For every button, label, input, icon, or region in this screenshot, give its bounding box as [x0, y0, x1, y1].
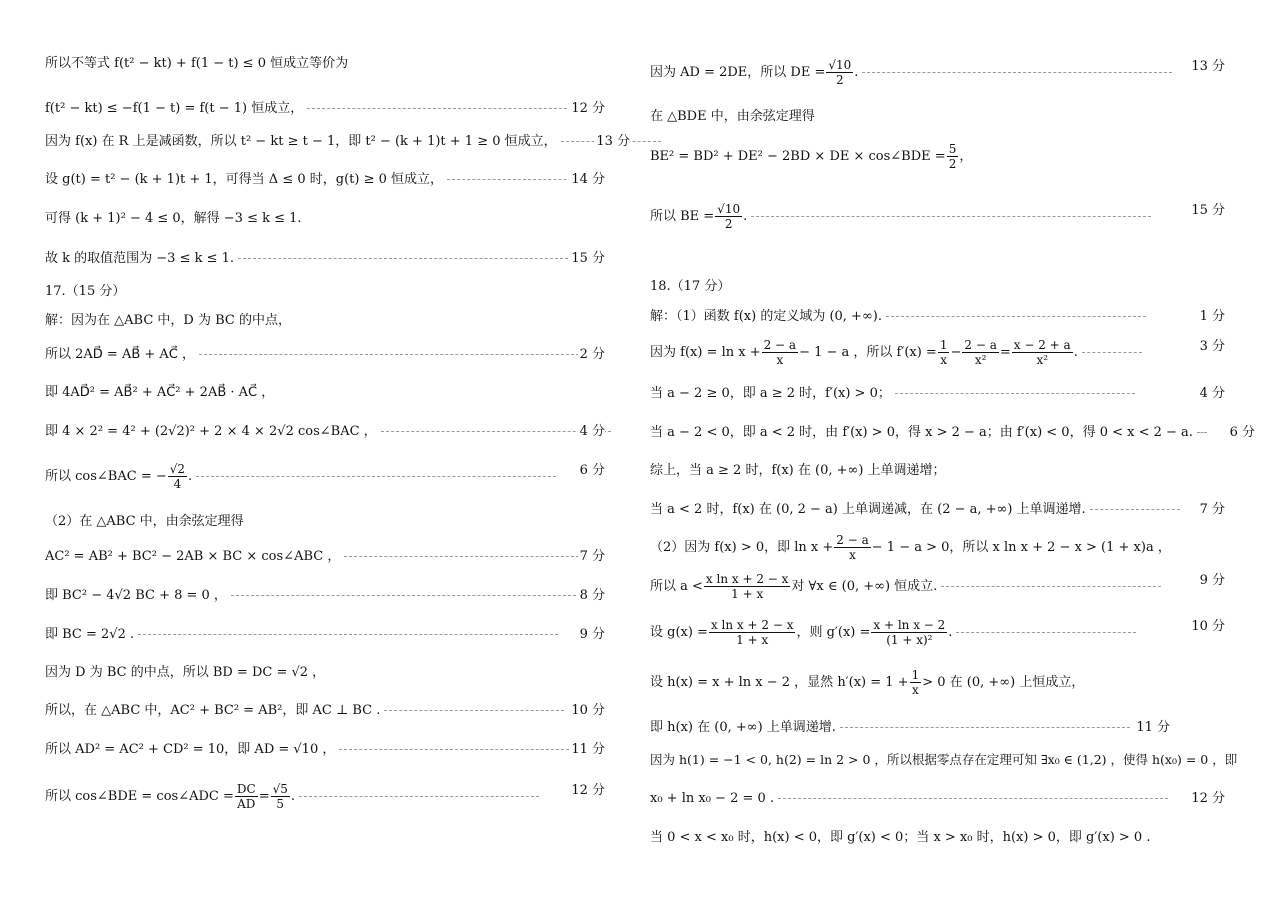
- scored-line: 当 a − 2 ≥ 0，即 a ≥ 2 时，f′(x) > 0； 4 分: [650, 386, 1225, 401]
- scored-line: 当 a − 2 < 0，即 a < 2 时，由 f′(x) > 0，得 x > 2 − a；由 f′(x) < 0，得 0 < x < 2 − a. 6 分: [650, 425, 1255, 440]
- text-line: （2）因为 f(x) > 0，即 ln x + $\frac{2 - a}{x}$ − 1 − a > 0，所以 x ln x + 2 − x > (1 + x)a ，: [650, 533, 1171, 562]
- fraction: $\frac{\text{x ln x + 2 − x}}{1 + x}$: [710, 618, 794, 647]
- text-line: 在 △BDE 中，由余弦定理得: [650, 109, 815, 124]
- question-heading: 17.（15 分）: [45, 284, 126, 299]
- scored-line: 即 BC = 2√2 . 9 分: [45, 627, 605, 642]
- fraction: $\frac{\text{x ln x + 2 − x}}{1 + x}$: [705, 572, 789, 601]
- score-mark: 3 分: [1199, 339, 1225, 354]
- score-mark: 15 分: [1191, 203, 1225, 218]
- score-mark: 1 分: [1199, 309, 1225, 324]
- score-mark: 4 分: [579, 424, 605, 439]
- scored-line: 即 4 × 2² = 4² + (2√2)² + 2 × 4 × 2√2 cos∠BAC ， 4 分: [45, 423, 605, 441]
- scored-line: 所以，在 △ABC 中，AC² + BC² = AB²，即 AC ⊥ BC . 10 分: [45, 703, 605, 718]
- score-mark: 9 分: [1199, 573, 1225, 588]
- fraction: $\frac{√2}{4}$: [169, 462, 186, 491]
- text-line: 设 h(x) = x + ln x − 2 ，显然 h′(x) = 1 + $\frac{1}{x}$ > 0 在 (0, +∞) 上恒成立，: [650, 668, 1085, 697]
- score-mark: 7 分: [1199, 502, 1225, 517]
- text-line: 可得 (k + 1)² − 4 ≤ 0，解得 −3 ≤ k ≤ 1.: [45, 211, 302, 226]
- scored-line: 设 g(x) = $\frac{\text{x ln x + 2 − x}}{1 + x}$ ，则 g′(x) = $\frac{\text{x + ln x − 2}}{\text{(1 + x)²}}$ . 10 分: [650, 618, 1225, 647]
- text-line: 解：因为在 △ABC 中，D 为 BC 的中点，: [45, 313, 291, 328]
- scored-line: 因为 f(x) 在 R 上是减函数，所以 t² − kt ≥ t − 1，即 t² − (k + 1)t + 1 ≥ 0 恒成立， 13 分: [45, 133, 605, 151]
- scored-line: 即 h(x) 在 (0, +∞) 上单调递增. 11 分: [650, 720, 1170, 735]
- fraction: $\frac{2 - a}{x}$: [836, 533, 869, 562]
- score-mark: 6 分: [579, 463, 605, 478]
- scored-line: 即 BC² − 4√2 BC + 8 = 0 ， 8 分: [45, 588, 605, 603]
- fraction: $\frac{x - 2 + a}{\text{x²}}$: [1013, 338, 1071, 367]
- text-line: 所以不等式 f(t² − kt) + f(1 − t) ≤ 0 恒成立等价为: [45, 56, 349, 71]
- fraction: $\frac{1}{x}$: [911, 668, 920, 697]
- score-mark: 10 分: [1191, 619, 1225, 634]
- score-mark: 7 分: [579, 549, 605, 564]
- scored-line: 解：（1）函数 f(x) 的定义域为 (0, +∞). 1 分: [650, 309, 1225, 324]
- score-mark: 4 分: [1199, 386, 1225, 401]
- score-mark: 9 分: [579, 627, 605, 642]
- scored-line: AC² = AB² + BC² − 2AB × BC × cos∠ABC ， 7 分: [45, 549, 605, 564]
- scored-line: x₀ + ln x₀ − 2 = 0 . 12 分: [650, 791, 1225, 806]
- text-line: 当 0 < x < x₀ 时，h(x) < 0，即 g′(x) < 0；当 x > x₀ 时，h(x) > 0，即 g′(x) > 0 .: [650, 830, 1151, 845]
- score-mark: 11 分: [571, 742, 605, 757]
- scored-line: f(t² − kt) ≤ −f(1 − t) = f(t − 1) 恒成立， 12 分: [45, 101, 605, 116]
- score-mark: 2 分: [579, 347, 605, 362]
- scored-line: 所以 cos∠BDE = cos∠ADC = $\frac{DC}{AD}$ = $\frac{√5}{5}$ . 12 分: [45, 782, 605, 811]
- text-line: 综上，当 a ≥ 2 时，f(x) 在 (0, +∞) 上单调递增；: [650, 463, 946, 478]
- text-line: 因为 D 为 BC 的中点，所以 BD = DC = √2 ，: [45, 665, 326, 680]
- fraction: $\frac{1}{x}$: [939, 338, 948, 367]
- score-mark: 8 分: [579, 588, 605, 603]
- scored-line: 当 a < 2 时，f(x) 在 (0, 2 − a) 上单调递减，在 (2 − a, +∞) 上单调递增. 7 分: [650, 502, 1225, 517]
- fraction: $\frac{√10}{2}$: [717, 202, 741, 231]
- score-mark: 13 分: [596, 134, 630, 149]
- score-mark: 6 分: [1229, 425, 1255, 440]
- text-line: （2）在 △ABC 中，由余弦定理得: [45, 514, 244, 529]
- fraction: $\frac{DC}{AD}$: [236, 782, 256, 811]
- text-line: 因为 h(1) = −1 < 0, h(2) = ln 2 > 0 ，所以根据零点存在定理可知 ∃x₀ ∈ (1,2) ，使得 h(x₀) = 0 ，即: [650, 752, 1238, 767]
- fraction: $\frac{2 - a}{\text{x²}}$: [964, 338, 997, 367]
- score-mark: 12 分: [571, 101, 605, 116]
- fraction: $\frac{5}{2}$: [948, 142, 957, 171]
- scored-line: 所以 cos∠BAC = − $\frac{√2}{4}$ . 6 分: [45, 462, 605, 491]
- scored-line: 因为 f(x) = ln x + $\frac{2 - a}{x}$ − 1 − a ，所以 f′(x) = $\frac{1}{x}$ − $\frac{2 - a}{\text{x²}}$ = $\frac{x - 2 + a}{\text{x²}}$ . 3 分: [650, 338, 1225, 367]
- scored-line: 所以 a < $\frac{\text{x ln x + 2 − x}}{1 + x}$ 对 ∀x ∈ (0, +∞) 恒成立. 9 分: [650, 572, 1225, 601]
- score-mark: 12 分: [571, 783, 605, 798]
- scored-line: 故 k 的取值范围为 −3 ≤ k ≤ 1. 15 分: [45, 251, 605, 266]
- score-mark: 12 分: [1191, 791, 1225, 806]
- fraction: $\frac{√10}{2}$: [828, 58, 852, 87]
- score-mark: 15 分: [571, 251, 605, 266]
- fraction: $\frac{\text{x + ln x − 2}}{\text{(1 + x)²}}$: [873, 618, 946, 647]
- question-heading: 18.（17 分）: [650, 279, 731, 294]
- score-mark: 10 分: [571, 703, 605, 718]
- scored-line: 所以 2AD⃗ = AB⃗ + AC⃗ ， 2 分: [45, 347, 605, 362]
- text-line: 即 4AD⃗² = AB⃗² + AC⃗² + 2AB⃗ · AC⃗ ，: [45, 385, 275, 400]
- score-mark: 14 分: [571, 172, 605, 187]
- scored-line: 设 g(t) = t² − (k + 1)t + 1，可得当 Δ ≤ 0 时，g(t) ≥ 0 恒成立， 14 分: [45, 172, 605, 187]
- score-mark: 11 分: [1136, 720, 1170, 735]
- scored-line: 因为 AD = 2DE，所以 DE = $\frac{√10}{2}$ . 13 分: [650, 58, 1225, 87]
- text-line: BE² = BD² + DE² − 2BD × DE × cos∠BDE = $\frac{5}{2}$ ，: [650, 142, 973, 171]
- score-mark: 13 分: [1191, 59, 1225, 74]
- scored-line: 所以 BE = $\frac{√10}{2}$ . 15 分: [650, 202, 1225, 231]
- scored-line: 所以 AD² = AC² + CD² = 10，即 AD = √10 ， 11 分: [45, 742, 605, 757]
- fraction: $\frac{√5}{5}$: [272, 782, 288, 811]
- fraction: $\frac{2 - a}{x}$: [763, 338, 797, 367]
